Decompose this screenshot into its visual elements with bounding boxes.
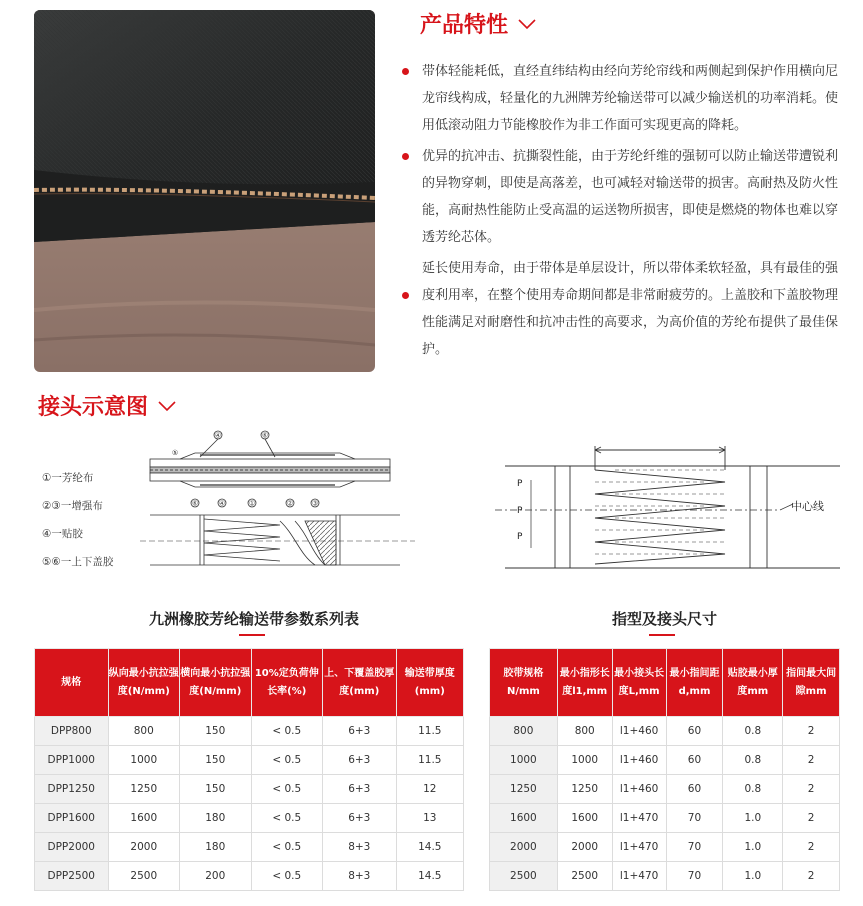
table-cell: < 0.5 [251,746,323,775]
table-cell: 60 [666,775,723,804]
table-cell: DPP1250 [35,775,109,804]
table-cell: 1600 [557,804,612,833]
table-cell: 6+3 [323,746,397,775]
table-cell: 6+3 [323,804,397,833]
table-cell: 800 [490,717,558,746]
params-header: 输送带厚度(mm) [396,649,463,717]
feature-text: 优异的抗冲击、抗撕裂性能，由于芳纶纤维的强韧可以防止输送带遭锐利的异物穿刺，即使是高落差，也可减轻对输送带的损害。高耐热及防火性能，高耐热性能防止受高温的运送物所损害，即使是燃烧的物体也难以穿透芳纶芯体。 [422,149,839,245]
finger-header: 贴胶最小厚度mm [723,649,783,717]
features-title [420,8,536,39]
legend-item: ②③一增强布 [42,500,103,512]
table-cell: 2000 [490,833,558,862]
table-cell: DPP1000 [35,746,109,775]
table-cell: 180 [180,804,252,833]
table-cell: 800 [108,717,180,746]
table-row [490,862,840,891]
table-cell: DPP2000 [35,833,109,862]
params-header: 上、下覆盖胶厚度(mm) [323,649,397,717]
table-cell: l1+470 [612,862,666,891]
table-cell: 70 [666,833,723,862]
table-cell: l1+460 [612,746,666,775]
table-row [35,775,464,804]
params-table [34,648,464,891]
finger-header: 最小指间距d,mm [666,649,723,717]
table-cell: 2 [783,746,840,775]
callout-label: ④ [214,431,222,440]
feature-text: 带体轻能耗低，直经直纬结构由经向芳纶帘线和两侧起到保护作用横向尼龙帘线构成，轻量化的九洲牌芳纶输送带可以减少输送机的功率消耗。使用低滚动阻力节能橡胶作为非工作面可实现更高的降耗。 [422,64,839,133]
table-cell: 2000 [557,833,612,862]
table-cell: < 0.5 [251,862,323,891]
table-cell: 6+3 [323,775,397,804]
callout-label: ⑤ [171,449,179,457]
table-cell: 0.8 [723,746,783,775]
table-row [490,746,840,775]
table-cell: 11.5 [396,717,463,746]
joint-title-text: 接头示意图 [38,395,149,420]
table-cell: 12 [396,775,463,804]
table-cell: 60 [666,746,723,775]
table-cell: 6+3 [323,717,397,746]
table-cell: 0.8 [723,717,783,746]
table-cell: l1+470 [612,833,666,862]
feature-text: 延长使用寿命，由于带体是单层设计，所以带体柔软轻盈，具有最佳的强度利用率，在整个使用寿命期间都是非常耐疲劳的。上盖胶和下盖胶物理性能满足对耐磨性和抗冲击性的高要求，为高价值的芳纶布提供了最佳保护。 [422,261,839,357]
bullet-icon [402,68,409,75]
table-cell: 8+3 [323,862,397,891]
table-cell: l1+470 [612,804,666,833]
table-row [490,833,840,862]
table-cell: 180 [180,833,252,862]
callout-label: ⑥ [261,431,269,440]
table-cell: 1.0 [723,804,783,833]
p-dimension-label: P [517,506,523,516]
finger-header: 最小指形长度l1,mm [557,649,612,717]
joint-legend [42,470,113,582]
legend-item: ④一贴胶 [42,528,83,540]
table-cell: 1600 [490,804,558,833]
table-cell: 1000 [557,746,612,775]
callout-label: ④ [218,499,226,508]
finger-header: 胶带规格N/mm [490,649,558,717]
legend-item: ⑤⑥一上下盖胶 [42,556,114,568]
feature-item [402,255,847,363]
joint-title [38,390,176,421]
table-cell: 70 [666,804,723,833]
params-header: 10%定负荷伸长率(%) [251,649,323,717]
table-cell: 1000 [108,746,180,775]
table-cell: 2 [783,804,840,833]
table-cell: 2 [783,862,840,891]
bullet-icon [402,292,409,299]
finger-table [489,648,840,891]
table-cell: 2500 [490,862,558,891]
callout-label: ② [286,499,294,508]
p-dimension-label: P [517,479,523,489]
callout-label: ③ [311,499,319,508]
feature-item [402,143,847,251]
table-cell: 14.5 [396,833,463,862]
table-cell: DPP2500 [35,862,109,891]
params-header: 规格 [35,649,109,717]
joint-cross-section-diagram [140,425,420,575]
p-dimension-label: P [517,532,523,542]
table-cell: 800 [557,717,612,746]
table-cell: < 0.5 [251,775,323,804]
finger-header: 最小接头长度L,mm [612,649,666,717]
table-cell: 2500 [108,862,180,891]
params-table-body [35,717,464,891]
table-cell: < 0.5 [251,833,323,862]
bullet-icon [402,153,409,160]
table-cell: 60 [666,717,723,746]
table-row [35,804,464,833]
table-cell: 150 [180,717,252,746]
product-photo [34,10,375,372]
features-title-text: 产品特性 [420,13,509,38]
params-header: 横向最小抗拉强度(N/mm) [180,649,252,717]
table-cell: < 0.5 [251,717,323,746]
table-cell: DPP1600 [35,804,109,833]
finger-header: 指间最大间隙mm [783,649,840,717]
table-cell: 200 [180,862,252,891]
table-cell: 150 [180,775,252,804]
table-cell: 1.0 [723,833,783,862]
feature-item [402,58,847,139]
table-cell: < 0.5 [251,804,323,833]
table-row [35,717,464,746]
feature-list [402,58,847,363]
table-cell: 2 [783,775,840,804]
table-cell: 0.8 [723,775,783,804]
title-underline [649,634,675,636]
table-row [490,775,840,804]
center-line-label: 中心线 [791,500,824,513]
table-cell: 70 [666,862,723,891]
table-cell: 1250 [557,775,612,804]
table-row [35,746,464,775]
params-table-title: 九洲橡胶芳纶输送带参数系列表 [148,610,359,628]
table-cell: 14.5 [396,862,463,891]
table-cell: l1+460 [612,775,666,804]
finger-joint-diagram [495,440,850,575]
table-cell: 1250 [490,775,558,804]
title-underline [239,634,265,636]
chevron-down-icon [158,400,176,412]
table-cell: 1250 [108,775,180,804]
table-cell: 2500 [557,862,612,891]
table-row [490,804,840,833]
table-cell: 11.5 [396,746,463,775]
finger-table-title: 指型及接头尺寸 [611,610,717,628]
table-row [35,833,464,862]
table-cell: 2000 [108,833,180,862]
callout-label: ⑥ [191,499,199,508]
finger-table-body [490,717,840,891]
callout-label: ① [248,499,256,508]
table-cell: 8+3 [323,833,397,862]
table-cell: 1600 [108,804,180,833]
legend-item: ①一芳纶布 [42,472,94,484]
params-header: 纵向最小抗拉强度(N/mm) [108,649,180,717]
table-cell: 2 [783,717,840,746]
table-cell: 2 [783,833,840,862]
table-cell: 1.0 [723,862,783,891]
table-cell: 13 [396,804,463,833]
table-row [490,717,840,746]
chevron-down-icon [518,18,536,30]
table-cell: l1+460 [612,717,666,746]
table-cell: DPP800 [35,717,109,746]
table-cell: 150 [180,746,252,775]
table-cell: 1000 [490,746,558,775]
table-row [35,862,464,891]
